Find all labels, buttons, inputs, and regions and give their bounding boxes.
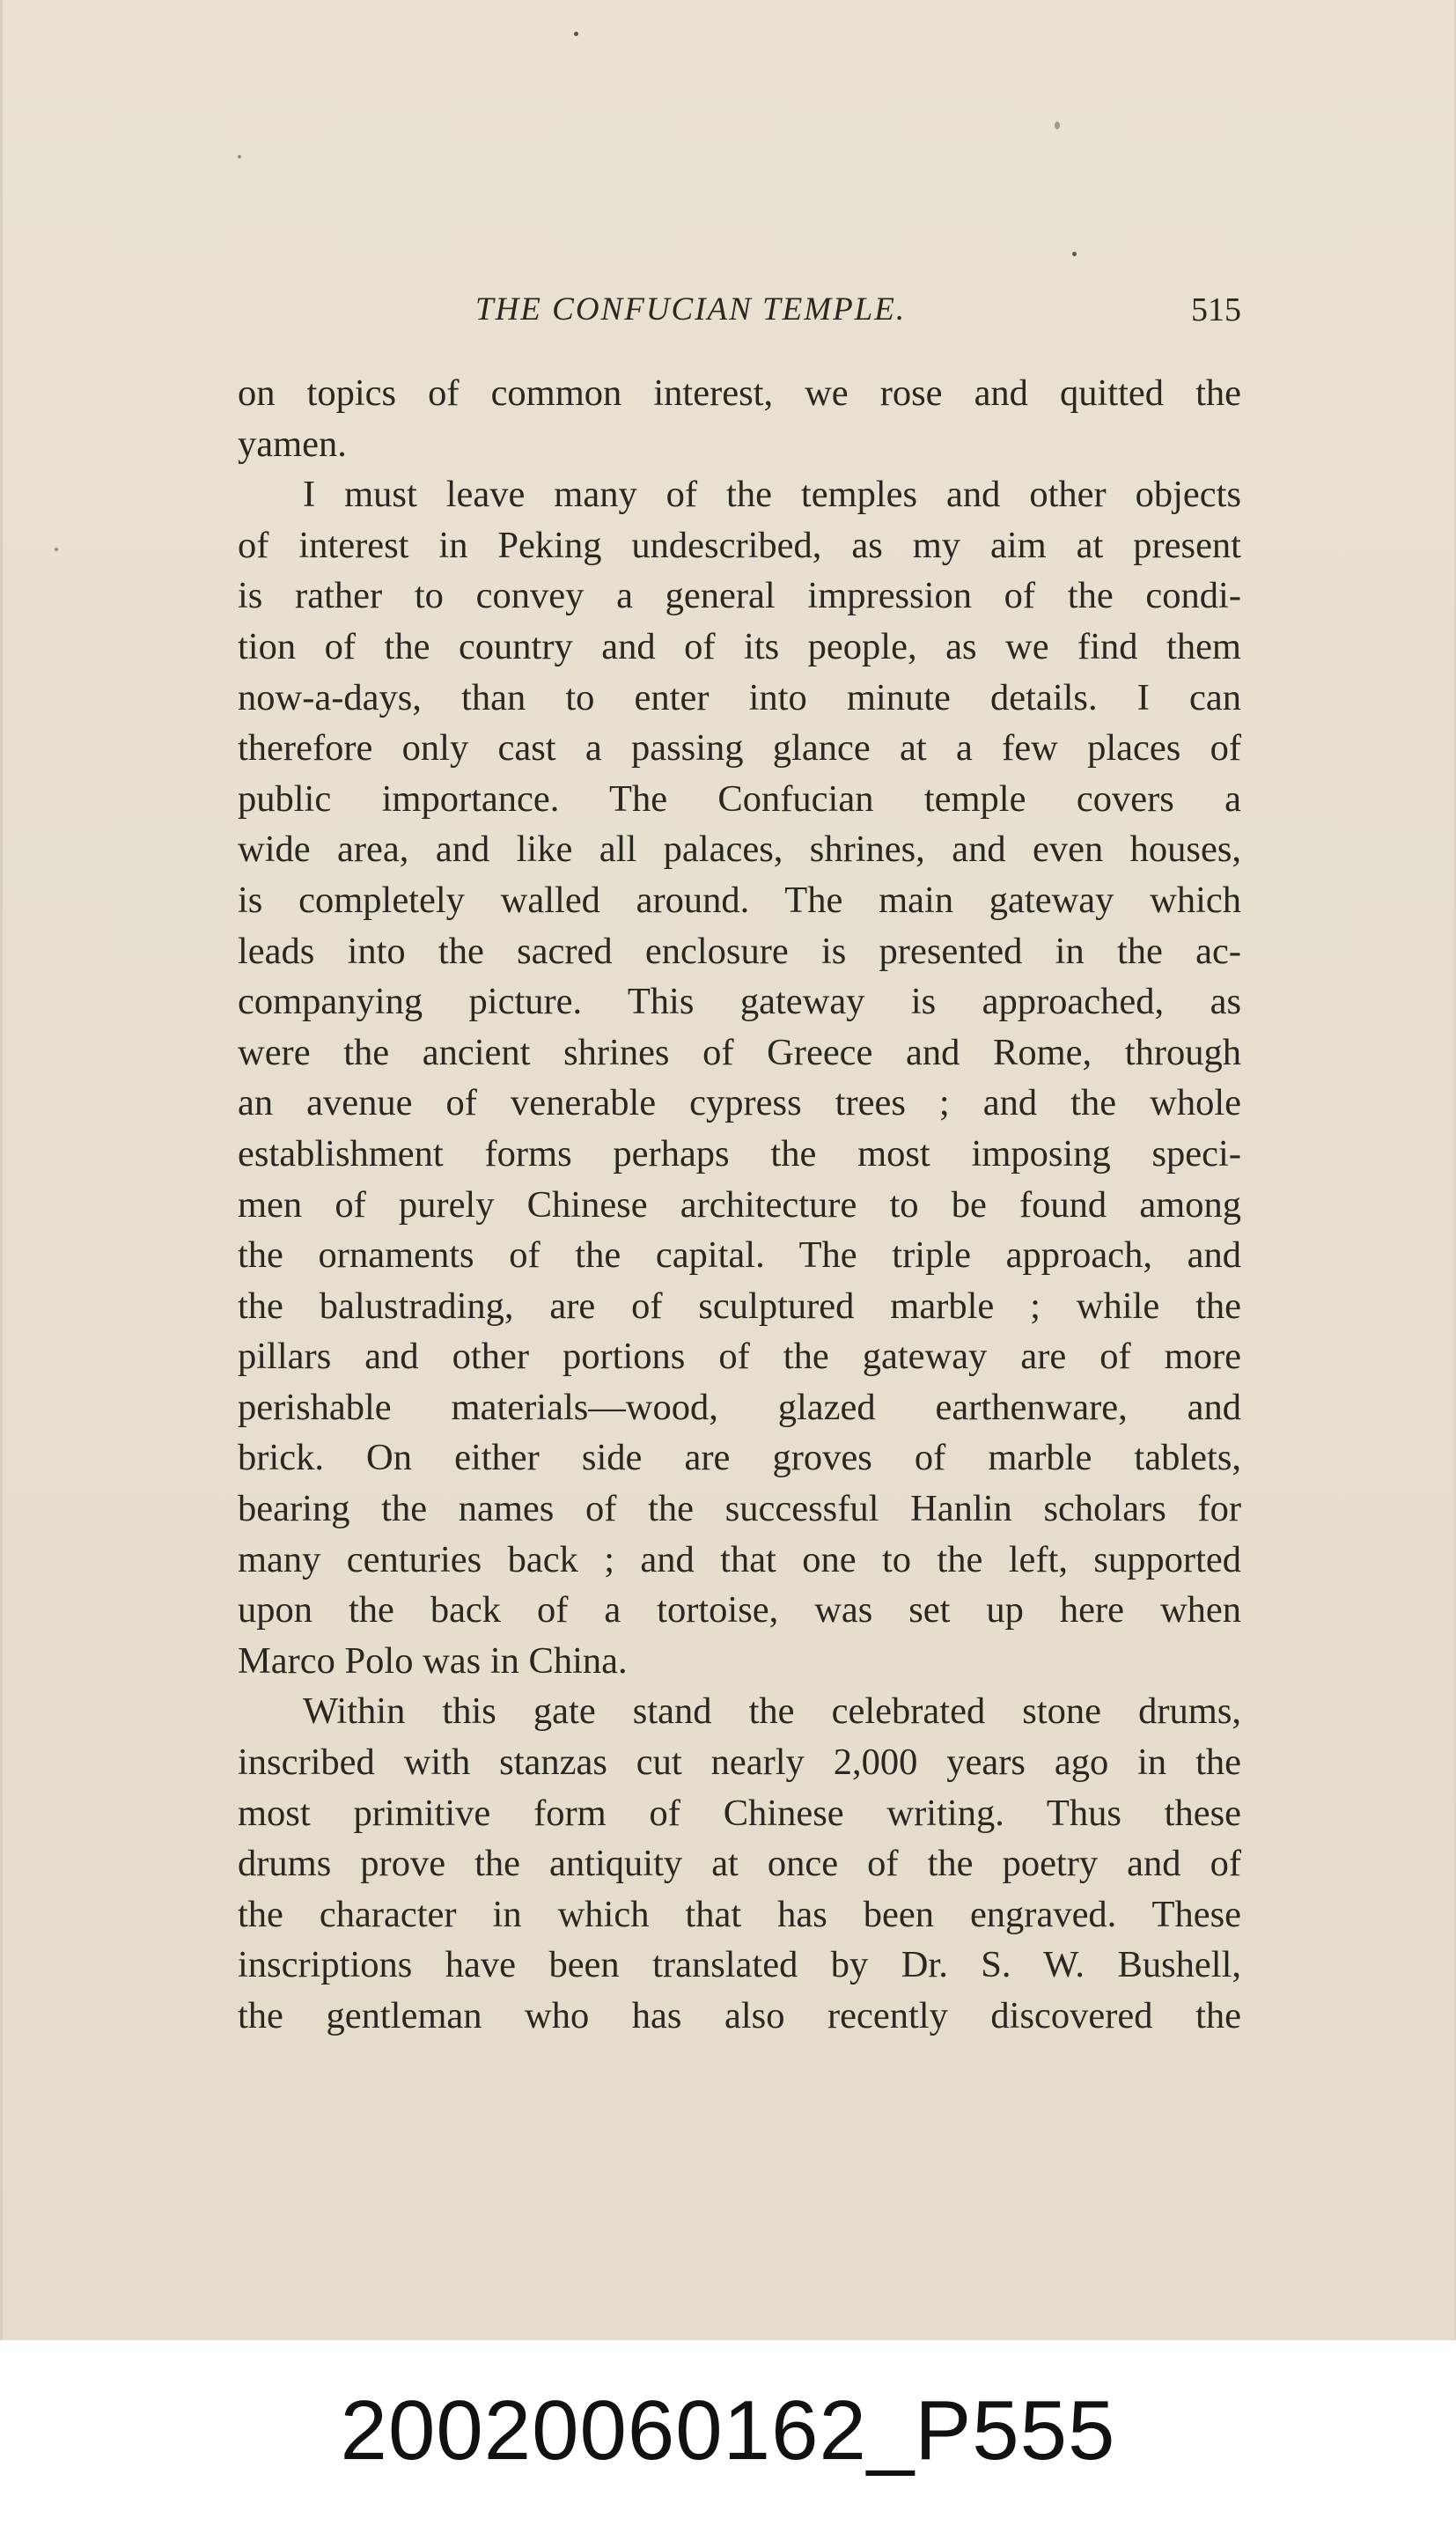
text-line: tion of the country and of its people, as we find them	[238, 625, 1241, 667]
text-line: Marco Polo was in China.	[238, 1639, 628, 1682]
running-head	[238, 291, 1241, 343]
scan-identifier: 20020060162_P555	[340, 2383, 1116, 2478]
text-line: upon the back of a tortoise, was set up here when	[238, 1589, 1241, 1631]
text-line: is completely walled around. The main gateway which	[238, 879, 1241, 921]
text-line: wide area, and like all palaces, shrines, and even houses,	[238, 828, 1241, 871]
text-line: now-a-days, than to enter into minute details. I can	[238, 676, 1241, 718]
text-line: on topics of common interest, we rose and quitted the	[238, 372, 1241, 414]
text-line: the gentleman who has also recently discovered the	[238, 1995, 1241, 2036]
paragraph	[238, 1686, 1241, 2041]
text-line: were the ancient shrines of Greece and Rome, through	[238, 1031, 1241, 1073]
text-line: perishable materials—wood, glazed earthenware, and	[238, 1386, 1241, 1428]
footer-band	[0, 2340, 1456, 2548]
page-number: 515	[1191, 291, 1241, 328]
text-line: the ornaments of the capital. The triple approach, and	[238, 1234, 1241, 1277]
paper-speck	[574, 32, 578, 36]
text-line: I must leave many of the temples and other objects	[303, 474, 1241, 516]
text-line: of interest in Peking undescribed, as my aim at present	[238, 524, 1241, 566]
paper-speck	[1055, 122, 1060, 129]
paper-speck	[55, 548, 58, 551]
text-line: inscriptions have been translated by Dr. S. W. Bushell,	[238, 1944, 1241, 1986]
text-line: is rather to convey a general impression of the condi-	[238, 575, 1241, 617]
text-line: drums prove the antiquity at once of the poetry and of	[238, 1843, 1241, 1885]
text-line: men of purely Chinese architecture to be found among	[238, 1183, 1241, 1226]
paragraph	[238, 368, 1241, 469]
text-line: Within this gate stand the celebrated stone drums,	[303, 1690, 1241, 1733]
paper-speck	[238, 155, 241, 158]
text-line: therefore only cast a passing glance at a few places of	[238, 727, 1241, 770]
text-line: pillars and other portions of the gateway are of more	[238, 1336, 1241, 1378]
text-line: bearing the names of the successful Hanlin scholars for	[238, 1488, 1241, 1530]
text-line: public importance. The Confucian temple covers a	[238, 777, 1241, 820]
text-line: the balustrading, are of sculptured marble ; while the	[238, 1285, 1241, 1327]
running-title: THE CONFUCIAN TEMPLE.	[475, 291, 907, 328]
paragraph	[238, 469, 1241, 1686]
text-line: many centuries back ; and that one to the left, supported	[238, 1538, 1241, 1580]
text-line: inscribed with stanzas cut nearly 2,000 years ago in the	[238, 1742, 1241, 1784]
paper-speck	[1072, 252, 1077, 256]
text-line: the character in which that has been engraved. These	[238, 1893, 1241, 1935]
text-line: leads into the sacred enclosure is presented in the ac-	[238, 930, 1241, 972]
text-line: brick. On either side are groves of marble tablets,	[238, 1437, 1241, 1479]
body-text	[238, 368, 1241, 2042]
text-line: an avenue of venerable cypress trees ; and the whole	[238, 1082, 1241, 1124]
text-line: establishment forms perhaps the most imposing speci-	[238, 1132, 1241, 1175]
text-line: yamen.	[238, 423, 347, 465]
text-line: most primitive form of Chinese writing. Thus these	[238, 1792, 1241, 1834]
text-line: companying picture. This gateway is approached, as	[238, 981, 1241, 1023]
